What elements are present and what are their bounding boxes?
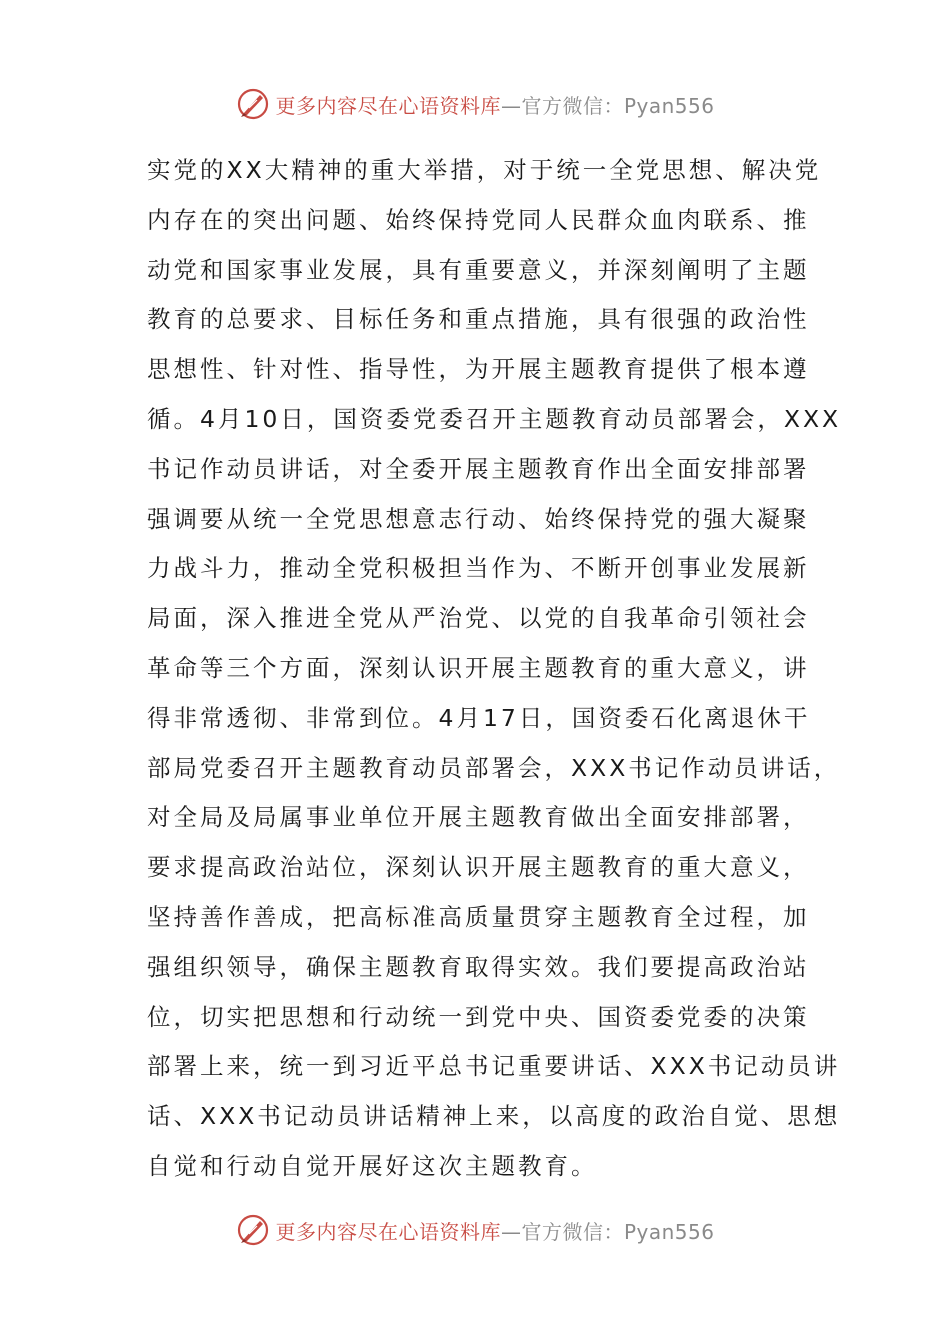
body-line: 对全局及局属事业单位开展主题教育做出全面安排部署， (147, 803, 810, 832)
footer-watermark (0, 1210, 950, 1250)
body-line: 自觉和行动自觉开展好这次主题教育。 (147, 1151, 598, 1180)
body-line: 得非常透彻、非常到位。4月17日，国资委石化离退休干 (147, 703, 811, 732)
body-line: 力战斗力，推动全党积极担当作为、不断开创事业发展新 (147, 554, 810, 583)
body-line: 书记作动员讲话，对全委开展主题教育作出全面安排部署 (147, 454, 810, 483)
body-line: 部局党委召开主题教育动员部署会，XXX书记作动员讲话， (147, 753, 841, 782)
body-line: 思想性、针对性、指导性，为开展主题教育提供了根本遵 (147, 355, 810, 384)
quill-pen-logo-icon (235, 1212, 271, 1248)
body-line: 革命等三个方面，深刻认识开展主题教育的重大意义，讲 (147, 653, 810, 682)
body-line: 要求提高政治站位，深刻认识开展主题教育的重大意义， (147, 853, 810, 882)
document-body (147, 146, 842, 1192)
watermark-brand: 更多内容尽在心语资料库 (275, 1219, 501, 1244)
quill-pen-logo-icon (235, 86, 271, 122)
body-line: 循。4月10日，国资委党委召开主题教育动员部署会，XXX (147, 404, 842, 433)
body-line: 局面，深入推进全党从严治党、以党的自我革命引领社会 (147, 604, 810, 633)
body-line: 强组织领导，确保主题教育取得实效。我们要提高政治站 (147, 952, 810, 981)
watermark-text (275, 1216, 714, 1245)
body-line: 话、XXX书记动员讲话精神上来，以高度的政治自觉、思想 (147, 1102, 841, 1131)
header-watermark (0, 84, 950, 124)
body-line: 动党和国家事业发展，具有重要意义，并深刻阐明了主题 (147, 255, 810, 284)
body-line: 坚持善作善成，把高标准高质量贯穿主题教育全过程，加 (147, 902, 810, 931)
watermark-brand: 更多内容尽在心语资料库 (275, 93, 501, 118)
body-line: 教育的总要求、目标任务和重点措施，具有很强的政治性 (147, 305, 810, 334)
watermark-text (275, 90, 714, 119)
watermark-contact: —官方微信：Pyan556 (500, 1219, 715, 1244)
body-line: 位，切实把思想和行动统一到党中央、国资委党委的决策 (147, 1002, 810, 1031)
body-line: 内存在的突出问题、始终保持党同人民群众血肉联系、推 (147, 205, 810, 234)
body-line: 强调要从统一全党思想意志行动、始终保持党的强大凝聚 (147, 504, 810, 533)
body-line: 部署上来，统一到习近平总书记重要讲话、XXX书记动员讲 (147, 1052, 841, 1081)
body-line: 实党的XX大精神的重大举措，对于统一全党思想、解决党 (147, 156, 822, 184)
watermark-contact: —官方微信：Pyan556 (500, 93, 715, 118)
